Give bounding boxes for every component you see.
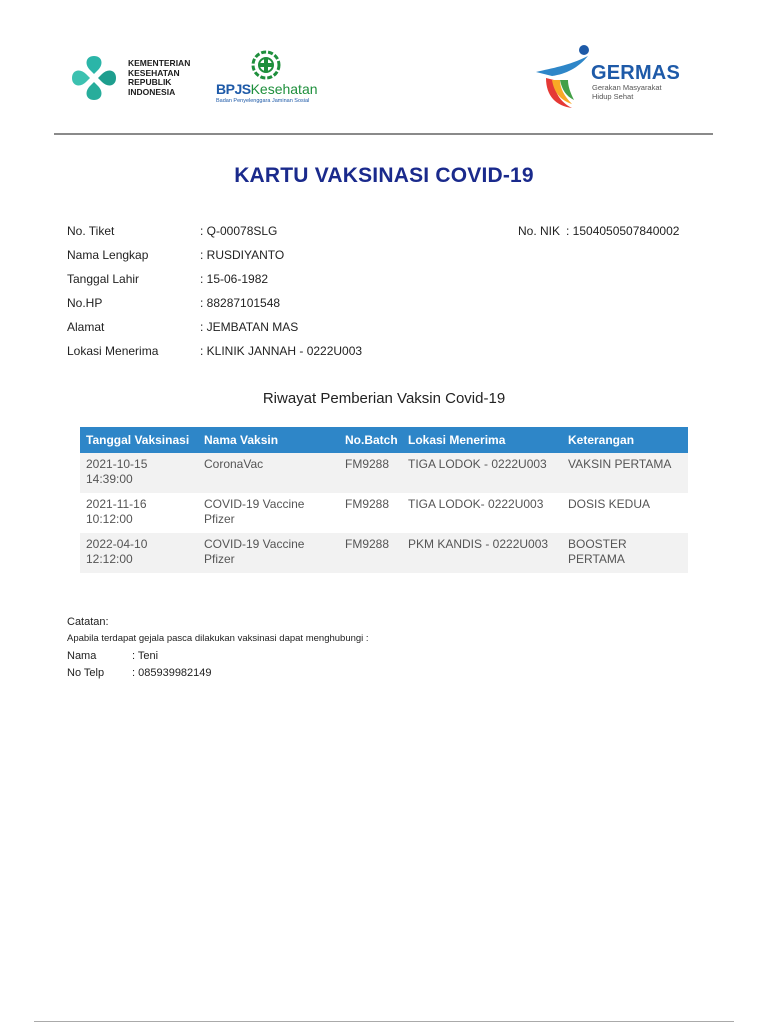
cell-batch: FM9288	[339, 533, 402, 573]
footer-divider	[34, 1021, 734, 1022]
germas-subtitle: Gerakan Masyarakat Hidup Sehat	[592, 83, 662, 101]
contact-name-value: : Teni	[132, 650, 159, 662]
column-header: No.Batch	[339, 427, 402, 453]
cell-batch: FM9288	[339, 493, 402, 533]
contact-name-label: Nama	[67, 650, 97, 662]
history-title: Riwayat Pemberian Vaksin Covid-19	[262, 390, 506, 407]
cell-vaksin: CoronaVac	[198, 453, 339, 493]
kemenkes-text: KEMENTERIAN KESEHATAN REPUBLIK INDONESIA	[128, 58, 191, 97]
cell-keterangan: VAKSIN PERTAMA	[562, 453, 688, 493]
bpjs-brand-part2: Kesehatan	[250, 81, 318, 97]
lokasi-value: : KLINIK JANNAH - 0222U003	[200, 344, 363, 358]
vaccination-table	[80, 427, 688, 573]
tiket-value: : Q-00078SLG	[200, 224, 278, 238]
contact-phone-value: : 085939982149	[132, 667, 212, 679]
nama-value: : RUSDIYANTO	[200, 248, 285, 262]
column-header: Tanggal Vaksinasi	[80, 427, 198, 453]
cell-vaksin: COVID-19 Vaccine Pfizer	[198, 533, 339, 573]
table-header-row	[80, 427, 688, 453]
lokasi-label: Lokasi Menerima	[67, 344, 159, 358]
cell-lokasi: TIGA LODOK - 0222U003	[402, 453, 562, 493]
hp-label: No.HP	[67, 296, 103, 310]
bpjs-brand	[216, 82, 318, 96]
column-header: Lokasi Menerima	[402, 427, 562, 453]
notes-text: Apabila terdapat gejala pasca dilakukan vaksinasi dapat menghubungi :	[67, 633, 369, 644]
column-header: Nama Vaksin	[198, 427, 339, 453]
cell-tanggal: 2021-10-15 14:39:00	[80, 453, 198, 493]
kemenkes-logo	[68, 52, 120, 104]
germas-title: GERMAS	[591, 62, 680, 84]
table-row	[80, 533, 688, 573]
bpjs-logo	[250, 49, 282, 81]
germas-logo	[532, 42, 596, 114]
cell-keterangan: DOSIS KEDUA	[562, 493, 688, 533]
cell-lokasi: TIGA LODOK- 0222U003	[402, 493, 562, 533]
page-title: KARTU VAKSINASI COVID-19	[234, 164, 534, 187]
cell-batch: FM9288	[339, 453, 402, 493]
alamat-label: Alamat	[67, 320, 105, 334]
header-divider	[54, 133, 713, 135]
cell-lokasi: PKM KANDIS - 0222U003	[402, 533, 562, 573]
hp-value: : 88287101548	[200, 296, 281, 310]
nik-value: : 1504050507840002	[566, 224, 680, 238]
nama-label: Nama Lengkap	[67, 248, 149, 262]
bpjs-subtitle: Badan Penyelenggara Jaminan Sosial	[216, 98, 310, 104]
lahir-value: : 15-06-1982	[200, 272, 269, 286]
cell-vaksin: COVID-19 Vaccine Pfizer	[198, 493, 339, 533]
alamat-value: : JEMBATAN MAS	[200, 320, 299, 334]
contact-phone-label: No Telp	[67, 667, 105, 679]
cell-tanggal: 2022-04-10 12:12:00	[80, 533, 198, 573]
nik-label: No. NIK	[518, 224, 561, 238]
cell-tanggal: 2021-11-16 10:12:00	[80, 493, 198, 533]
table-row	[80, 453, 688, 493]
tiket-label: No. Tiket	[67, 224, 115, 238]
lahir-label: Tanggal Lahir	[67, 272, 140, 286]
table-row	[80, 493, 688, 533]
cell-keterangan: BOOSTER PERTAMA	[562, 533, 688, 573]
column-header: Keterangan	[562, 427, 688, 453]
bpjs-brand-part1: BPJS	[216, 81, 251, 97]
notes-heading: Catatan:	[67, 616, 109, 628]
